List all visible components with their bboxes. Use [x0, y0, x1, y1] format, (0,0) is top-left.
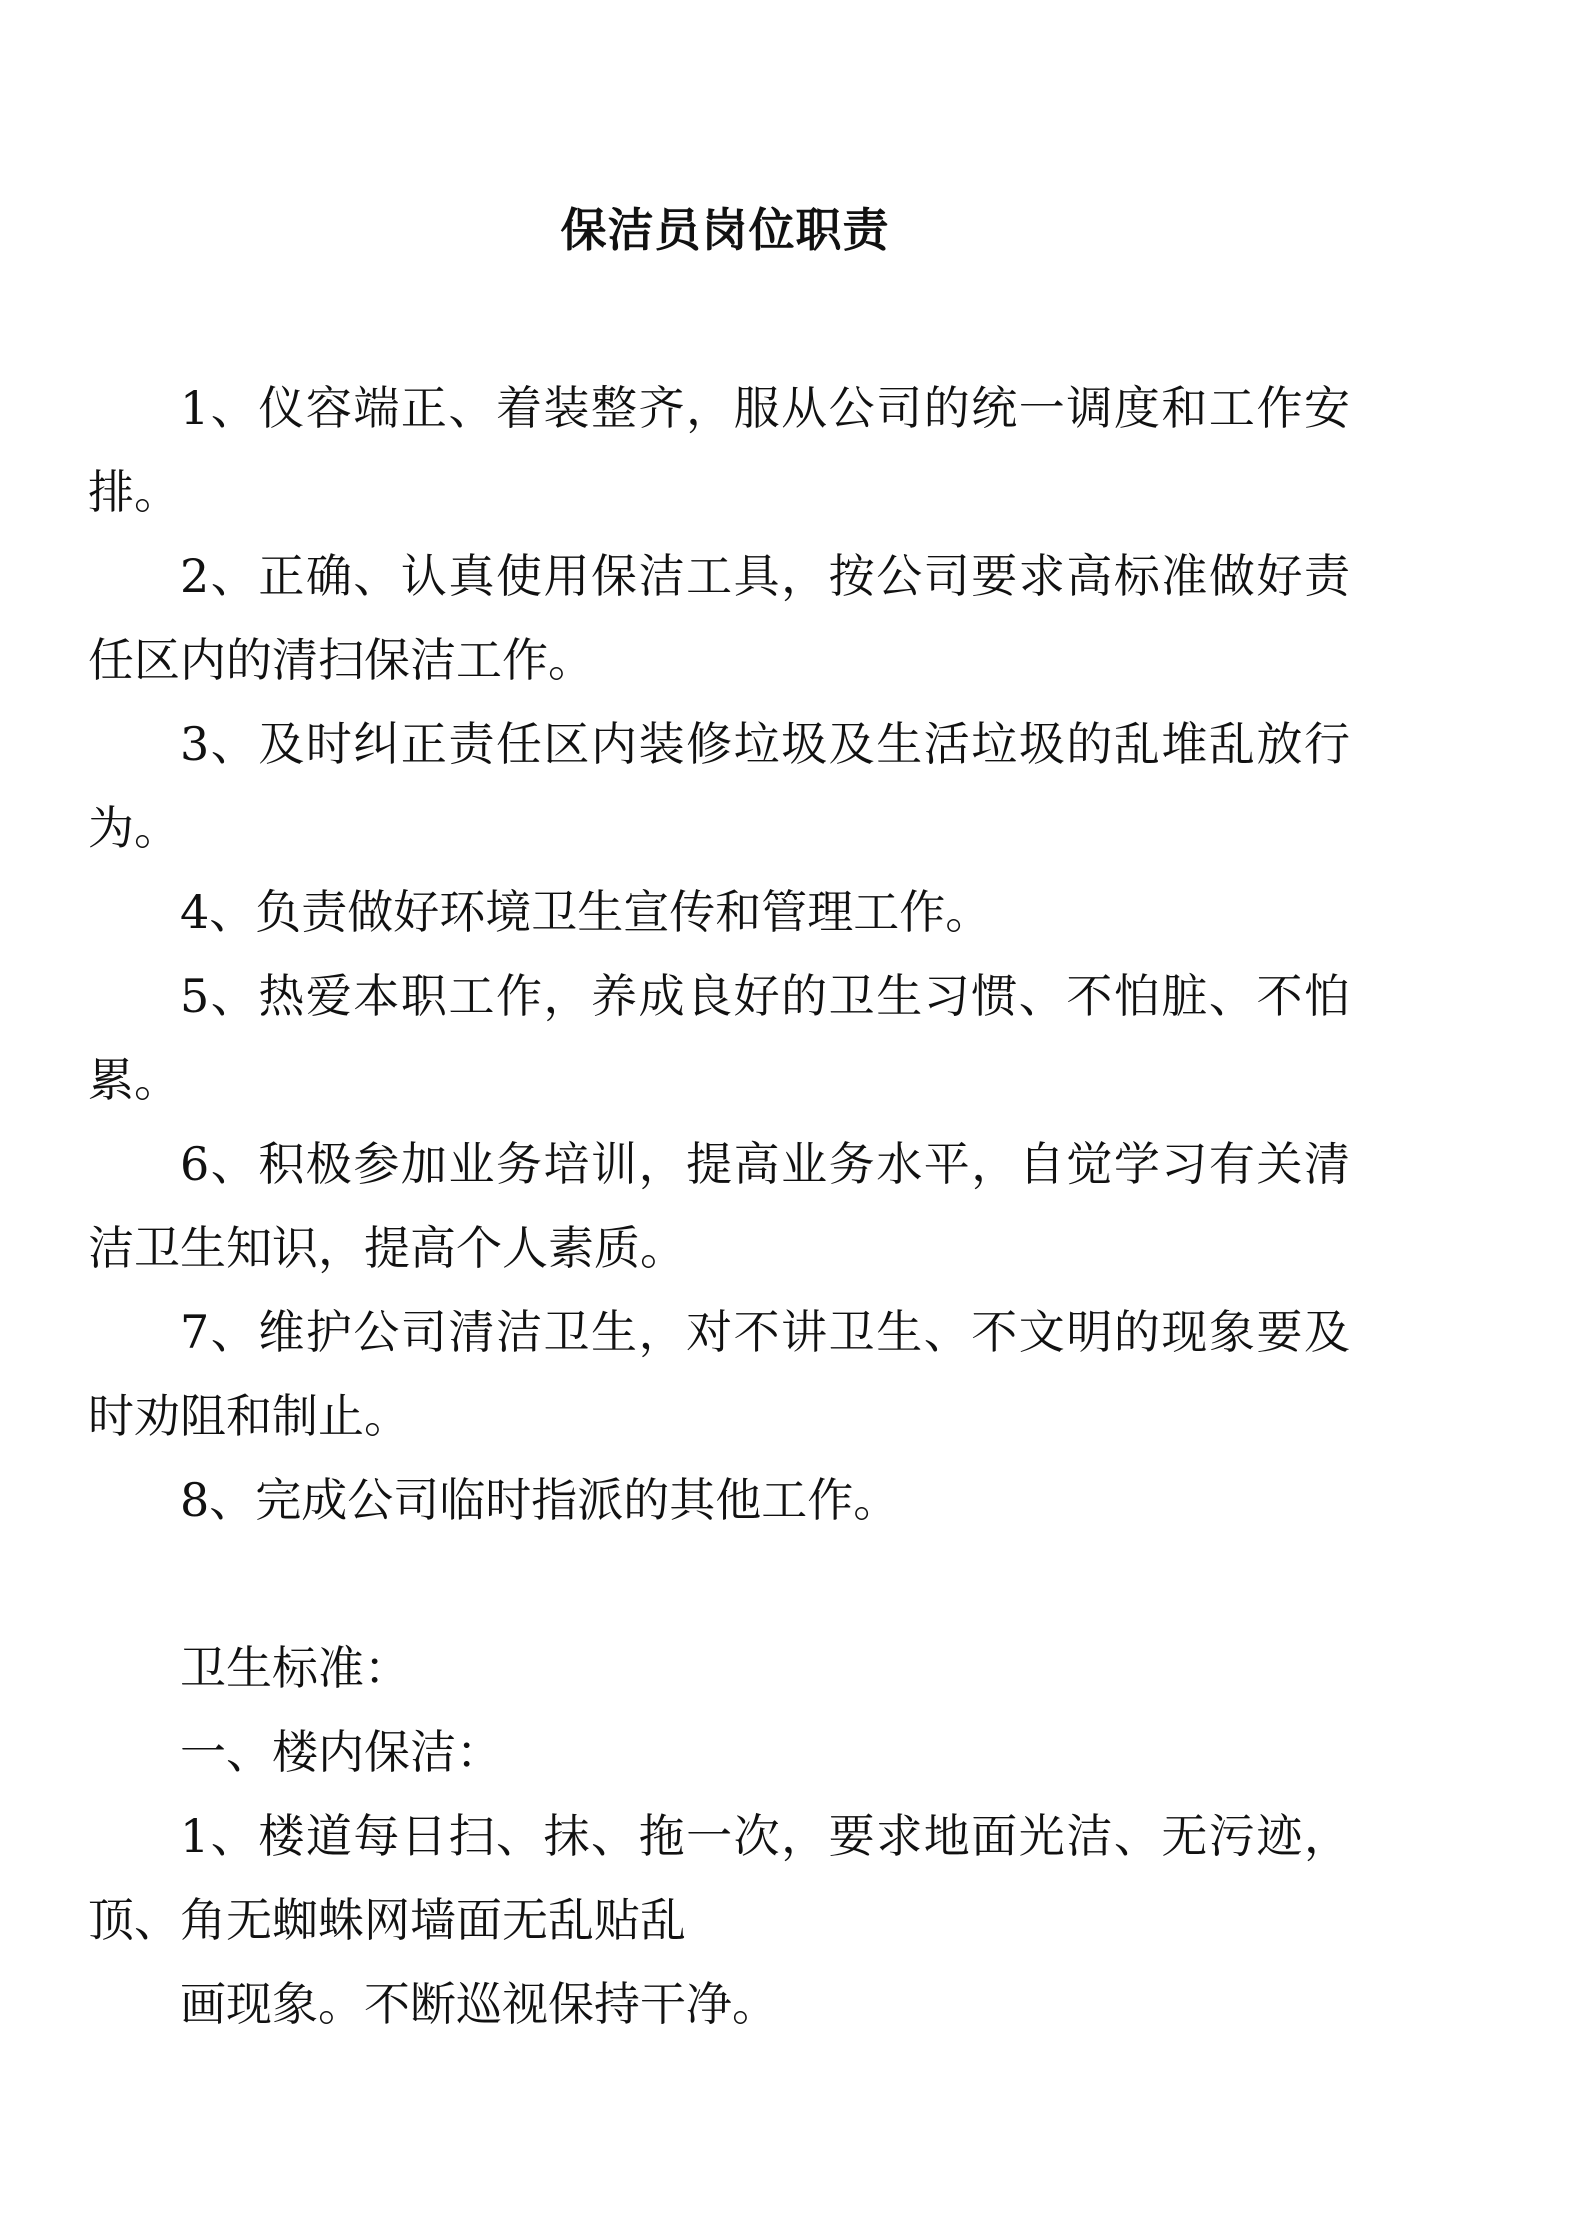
- duty-item-1: 1、仪容端正、着装整齐，服从公司的统一调度和工作安排。: [88, 381, 1350, 519]
- document-title: 保洁员岗位职责: [560, 203, 890, 257]
- duty-item-8: 8、完成公司临时指派的其他工作。: [180, 1473, 900, 1527]
- duty-item-7: 7、维护公司清洁卫生，对不讲卫生、不文明的现象要及时劝阻和制止。: [88, 1305, 1350, 1443]
- duty-item-3: 3、及时纠正责任区内装修垃圾及生活垃圾的乱堆乱放行为。: [88, 717, 1350, 855]
- paragraph-spacer: [88, 1542, 1350, 1626]
- duty-item-4: 4、负责做好环境卫生宣传和管理工作。: [180, 885, 992, 939]
- duty-item-6: 6、积极参加业务培训，提高业务水平，自觉学习有关清洁卫生知识，提高个人素质。: [88, 1137, 1350, 1275]
- duty-item-5: 5、热爱本职工作，养成良好的卫生习惯、不怕脏、不怕累。: [88, 969, 1350, 1107]
- section-one-heading: 一、楼内保洁：: [180, 1725, 502, 1779]
- document-body: [88, 366, 1350, 2046]
- standards-heading: 卫生标准：: [180, 1641, 410, 1695]
- section-one-item-1: 1、楼道每日扫、抹、拖一次，要求地面光洁、无污迹，顶、角无蜘蛛网墙面无乱贴乱: [88, 1809, 1350, 1947]
- duty-item-2: 2、正确、认真使用保洁工具，按公司要求高标准做好责任区内的清扫保洁工作。: [88, 549, 1350, 687]
- section-one-item-1-continued: 画现象。不断巡视保持干净。: [180, 1977, 778, 2031]
